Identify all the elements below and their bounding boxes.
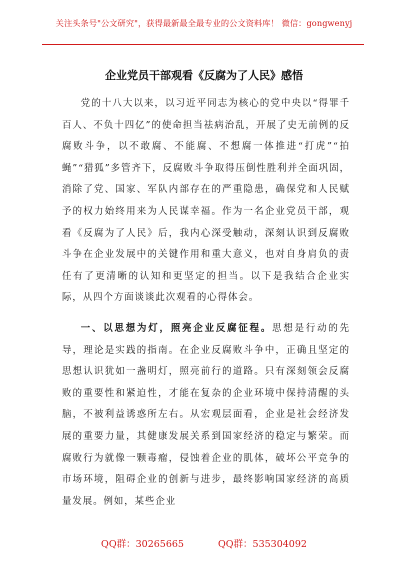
paragraph-section-1 [62, 318, 350, 512]
footer-qq-group-2: QQ群：535304092 [217, 539, 307, 550]
paragraph-intro: 党的十八大以来，以习近平同志为核心的党中央以“得罪千百人、不负十四亿”的使命担当祛病治乱，开展了史无前例的反腐败斗争，以不敢腐、不能腐、不想腐一体推进“打虎”“拍蝇”“猎狐”多管齐下，反腐败斗争取得压倒性胜利并全面巩固，消除了党、国家、军队内部存在的严重隐患，确保党和人民赋予的权力始终用来为人民谋幸福。作为一名企业党员干部，观看《反腐为了人民》后，我内心深受触动，深刻认识到反腐败斗争在企业发展中的关键作用和重大意义，也对自身肩负的责任有了更清晰的认知和更坚定的担当。以下是我结合企业实际，从四个方面谈谈此次观看的心得体会。 [62, 98, 350, 304]
section-1-text: 思想是行动的先导，理论是实践的指南。在企业反腐败斗争中，正确且坚定的思想认识犹如一盏明灯，照亮前行的道路。只有深刻领会反腐败的重要性和紧迫性，才能在复杂的企业环境中保持清醒的头脑，不被利益诱惑所左右。从宏观层面看，企业是社会经济发展的重要力量，其健康发展关系到国家经济的稳定与繁荣。而腐败行为就像一颗毒瘤，侵蚀着企业的肌体，破坏公平竞争的市场环境，阻碍企业的创新与进步，最终影响国家经济的高质量发展。例如，某些企业 [62, 322, 350, 507]
footer-contact [0, 536, 408, 550]
document-body [62, 93, 350, 512]
header-divider [42, 44, 364, 45]
header-notice: 关注头条号"公文研究"，获得最新最全最专业的公文资料库！ 微信：gongwenyj [55, 18, 353, 28]
document-title: 企业党员干部观看《反腐为了人民》感悟 [105, 69, 303, 82]
footer-qq-group-1: QQ群：30265665 [101, 539, 184, 550]
section-1-heading: 一、以思想为灯，照亮企业反腐征程。 [80, 322, 273, 334]
